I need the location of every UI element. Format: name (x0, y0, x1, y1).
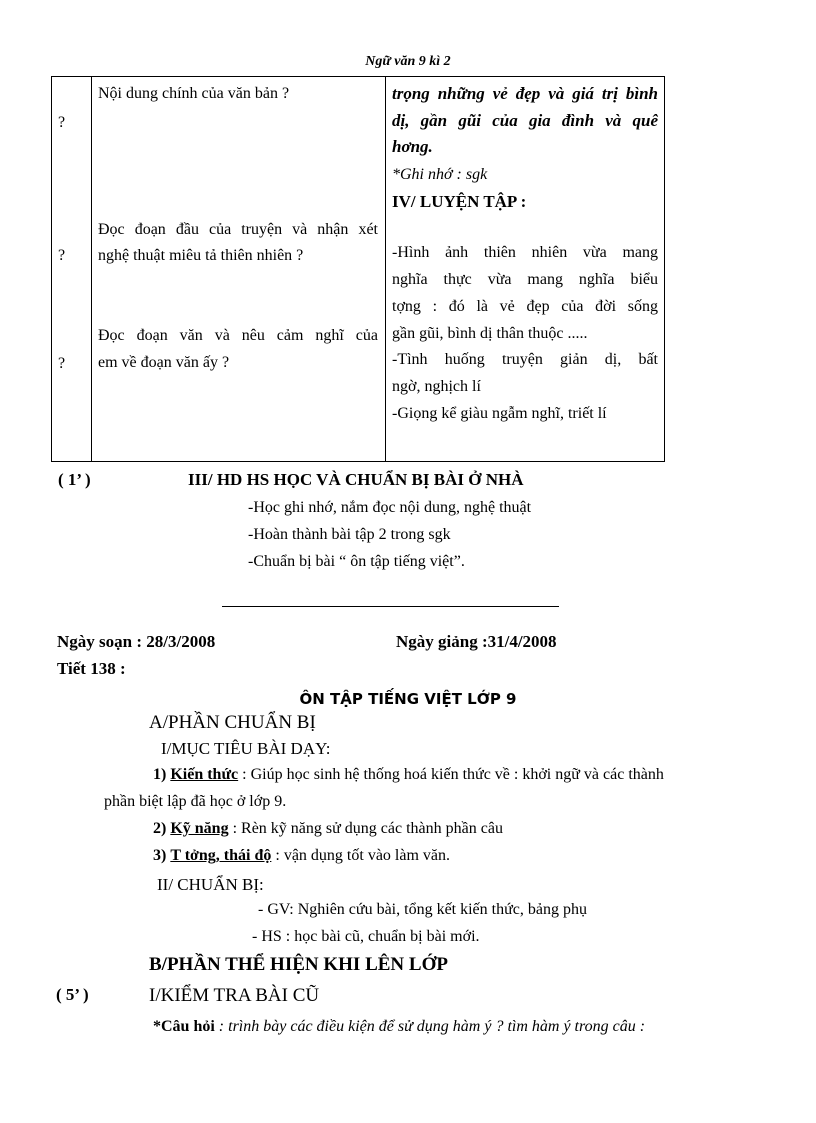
answer-text: trọng những vẻ đẹp và giá trị bình (392, 84, 658, 103)
answer-line: tợng : đó là vẻ đẹp của đời sống (392, 298, 658, 315)
part-a-heading: A/PHẦN CHUẨN BỊ (149, 712, 316, 733)
objective-number: 1) (153, 766, 167, 783)
objective-attitude (153, 845, 450, 867)
answer-line: -Giọng kể giàu ngẫm nghĩ, triết lí (392, 405, 607, 422)
answer-line: -Hình ảnh thiên nhiên vừa mang (392, 244, 658, 261)
objectives-heading: I/MỤC TIÊU BÀI DẠY: (161, 739, 331, 758)
answer-line: gần gũi, bình dị thân thuộc ..... (392, 325, 588, 342)
homework-item: -Hoàn thành bài tập 2 trong sgk (248, 526, 451, 543)
preparation-item: - HS : học bài cũ, chuẩn bị bài mới. (252, 928, 480, 945)
answer-line: -Tình huống truyện giản dị, bất (392, 351, 658, 368)
lesson-title: ÔN TẬP TIẾNG VIỆT LỚP 9 (299, 690, 517, 708)
time-marker: ( 1’ ) (58, 470, 91, 489)
objective-number: 2) (153, 820, 167, 837)
objective-text: : Giúp học sinh hệ thống hoá kiến thức về : khởi ngữ và các thành (238, 766, 664, 783)
review-question (153, 1016, 645, 1038)
preparation-item: - GV: Nghiên cứu bài, tổng kết kiến thức, bảng phụ (258, 901, 587, 918)
answer-line: ngờ, nghịch lí (392, 378, 481, 395)
question-text: Đọc đoạn đầu của truyện và nhận xét (98, 221, 378, 238)
time-marker: ( 5’ ) (56, 985, 89, 1004)
objective-text: : Rèn kỹ năng sử dụng các thành phần câu (228, 820, 503, 837)
objective-number: 3) (153, 847, 167, 864)
section-heading: IV/ LUYỆN TẬP : (392, 192, 527, 211)
homework-item: -Chuẩn bị bài “ ôn tập tiếng việt”. (248, 553, 465, 570)
question-text: em về đoạn văn ấy ? (98, 354, 230, 371)
date-giang: Ngày giảng :31/4/2008 (396, 632, 557, 651)
page-header: Ngữ văn 9 kì 2 (365, 54, 451, 69)
ghi-nho: *Ghi nhớ : sgk (392, 166, 488, 183)
section-heading: III/ HD HS HỌC VÀ CHUẨN BỊ BÀI Ở NHÀ (188, 470, 524, 489)
question-text: Nội dung chính của văn bản ? (98, 85, 290, 102)
review-heading: I/KIỂM TRA BÀI CŨ (149, 985, 320, 1006)
question-mark-column (52, 77, 92, 462)
divider (222, 606, 559, 607)
question-mark: ? (58, 355, 66, 372)
objective-label: Kỹ năng (170, 820, 229, 837)
objective-text: : vận dụng tốt vào làm văn. (271, 847, 451, 864)
objective-continuation: phần biệt lập đã học ở lớp 9. (104, 793, 287, 810)
objective-label: Kiến thức (170, 766, 239, 783)
question-label: *Câu hỏi (153, 1018, 215, 1035)
preparation-heading: II/ CHUẨN BỊ: (157, 875, 264, 894)
qa-table (51, 76, 665, 462)
lesson-number: Tiết 138 : (57, 659, 126, 678)
question-mark: ? (58, 114, 66, 131)
objective-skill (153, 818, 503, 840)
part-b-heading: B/PHẦN THỂ HIỆN KHI LÊN LỚP (149, 954, 448, 975)
answer-text: hơng. (392, 137, 433, 156)
question-text: Đọc đoạn văn và nêu cảm nghĩ của (98, 327, 378, 344)
question-mark: ? (58, 247, 66, 264)
objective-label: T tởng, thái độ (170, 847, 272, 864)
answer-line: nghĩa thực vừa mang nghĩa biểu (392, 271, 658, 288)
answer-text: dị, gần gũi của gia đình và quê (392, 111, 658, 130)
homework-item: -Học ghi nhớ, nắm đọc nội dung, nghệ thuật (248, 499, 532, 516)
question-text: nghệ thuật miêu tả thiên nhiên ? (98, 247, 304, 264)
date-soan: Ngày soạn : 28/3/2008 (57, 632, 216, 651)
answer-column (386, 77, 665, 462)
question-text: : trình bày các điều kiện để sử dụng hàm ý ? tìm hàm ý trong câu : (214, 1018, 646, 1035)
objective-knowledge (153, 764, 664, 786)
question-column (92, 77, 386, 462)
